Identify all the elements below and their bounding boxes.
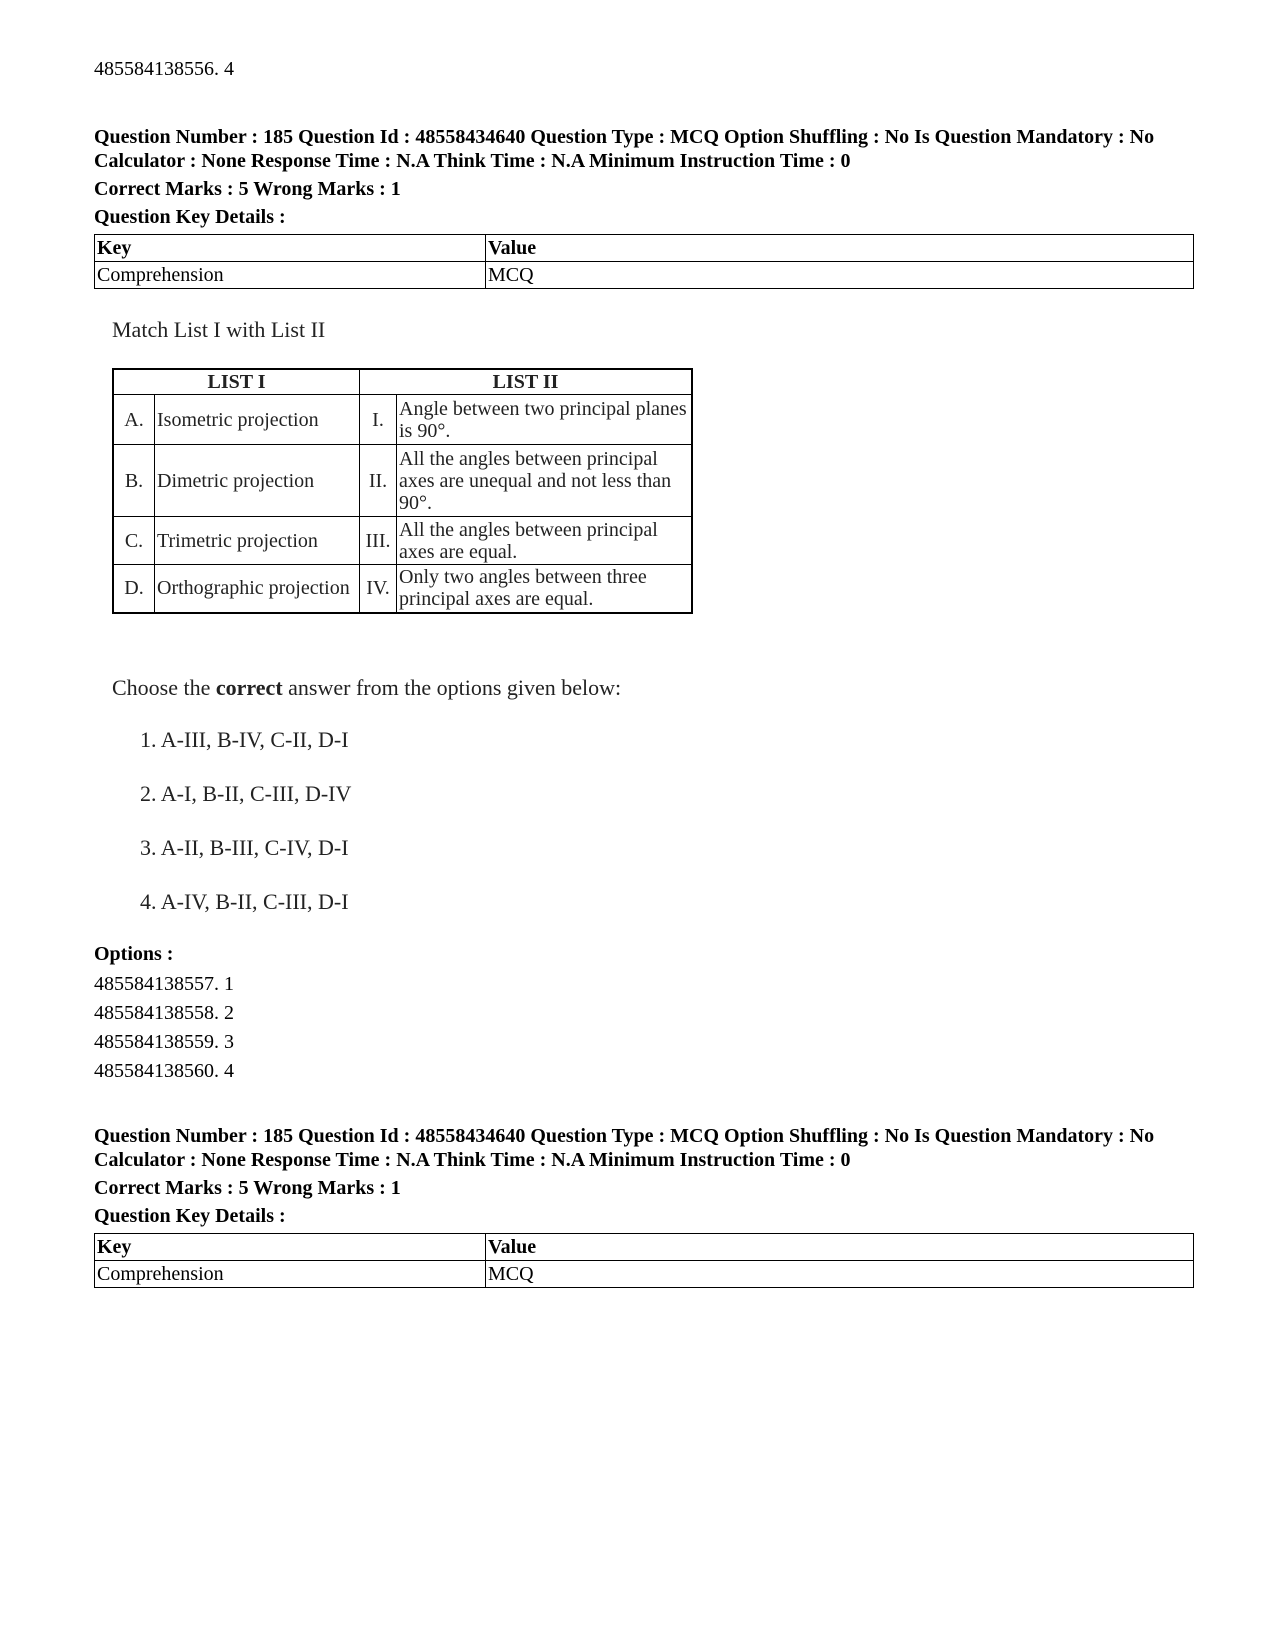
key-cell: Comprehension — [95, 1261, 486, 1288]
list-letter: B. — [113, 445, 155, 517]
list-roman: III. — [360, 517, 397, 565]
answer-choices — [140, 726, 351, 942]
list-letter: A. — [113, 395, 155, 445]
list-row — [113, 517, 692, 565]
question-meta: Question Number : 185 Question Id : 48558434640 Question Type : MCQ Option Shuffling : No Is Question Mandatory : No Calculator : None Response Time : N.A Think Time : N.A Minimum Instruction Time : 0 — [94, 1125, 1155, 1171]
list-item: Dimetric projection — [155, 445, 360, 517]
list-roman: II. — [360, 445, 397, 517]
list-row — [113, 395, 692, 445]
key-value-header-row — [95, 1234, 1194, 1261]
answer-choice: 4. A-IV, B-II, C-III, D-I — [140, 889, 349, 914]
value-header: Value — [486, 1234, 1194, 1261]
answer-choice: 2. A-I, B-II, C-III, D-IV — [140, 781, 352, 806]
list-row — [113, 565, 692, 613]
option-item: 485584138560. 4 — [94, 1060, 234, 1082]
answer-choice: 3. A-II, B-III, C-IV, D-I — [140, 835, 349, 860]
question-marks: Correct Marks : 5 Wrong Marks : 1 — [94, 178, 401, 200]
question-image — [112, 316, 732, 914]
list-roman: IV. — [360, 565, 397, 613]
question-key-details-label: Question Key Details : — [94, 1205, 286, 1227]
option-item: 485584138557. 1 — [94, 973, 234, 995]
list-description: Only two angles between three principal axes are equal. — [397, 565, 693, 613]
choose-bold-word: correct — [215, 675, 283, 700]
options-label: Options : — [94, 943, 174, 965]
key-cell: Comprehension — [95, 262, 486, 289]
answer-choice: 1. A-III, B-IV, C-II, D-I — [140, 727, 349, 752]
option-item: 485584138559. 3 — [94, 1031, 234, 1053]
list-item: Orthographic projection — [155, 565, 360, 613]
question-header-block — [94, 125, 1194, 289]
list-item: Isometric projection — [155, 395, 360, 445]
list-letter: C. — [113, 517, 155, 565]
list-description: Angle between two principal planes is 90°. — [397, 395, 693, 445]
options-list — [94, 972, 234, 1088]
list-letter: D. — [113, 565, 155, 613]
match-title: Match List I with List II — [112, 317, 326, 342]
choose-prefix: Choose the — [112, 675, 216, 700]
key-value-row — [95, 1261, 1194, 1288]
key-value-header-row — [95, 235, 1194, 262]
key-value-row — [95, 262, 1194, 289]
previous-option-line: 485584138556. 4 — [94, 58, 234, 80]
list-two-header: LIST II — [360, 369, 693, 395]
lists-header-row — [113, 369, 692, 395]
value-cell: MCQ — [486, 262, 1194, 289]
key-header: Key — [95, 235, 486, 262]
choose-suffix: answer from the options given below: — [282, 675, 622, 700]
list-item: Trimetric projection — [155, 517, 360, 565]
key-value-table — [94, 1233, 1194, 1288]
list-one-header: LIST I — [113, 369, 360, 395]
question-meta: Question Number : 185 Question Id : 48558434640 Question Type : MCQ Option Shuffling : No Is Question Mandatory : No Calculator : None Response Time : N.A Think Time : N.A Minimum Instruction Time : 0 — [94, 126, 1155, 172]
key-header: Key — [95, 1234, 486, 1261]
list-description: All the angles between principal axes are equal. — [397, 517, 693, 565]
question-key-details-label: Question Key Details : — [94, 206, 286, 228]
option-item: 485584138558. 2 — [94, 1002, 234, 1024]
value-cell: MCQ — [486, 1261, 1194, 1288]
list-description: All the angles between principal axes are unequal and not less than 90°. — [397, 445, 693, 517]
list-roman: I. — [360, 395, 397, 445]
choose-instruction — [112, 674, 621, 702]
question-header-block — [94, 1124, 1194, 1288]
key-value-table — [94, 234, 1194, 289]
match-lists-table — [112, 368, 693, 614]
list-row — [113, 445, 692, 517]
question-marks: Correct Marks : 5 Wrong Marks : 1 — [94, 1177, 401, 1199]
value-header: Value — [486, 235, 1194, 262]
